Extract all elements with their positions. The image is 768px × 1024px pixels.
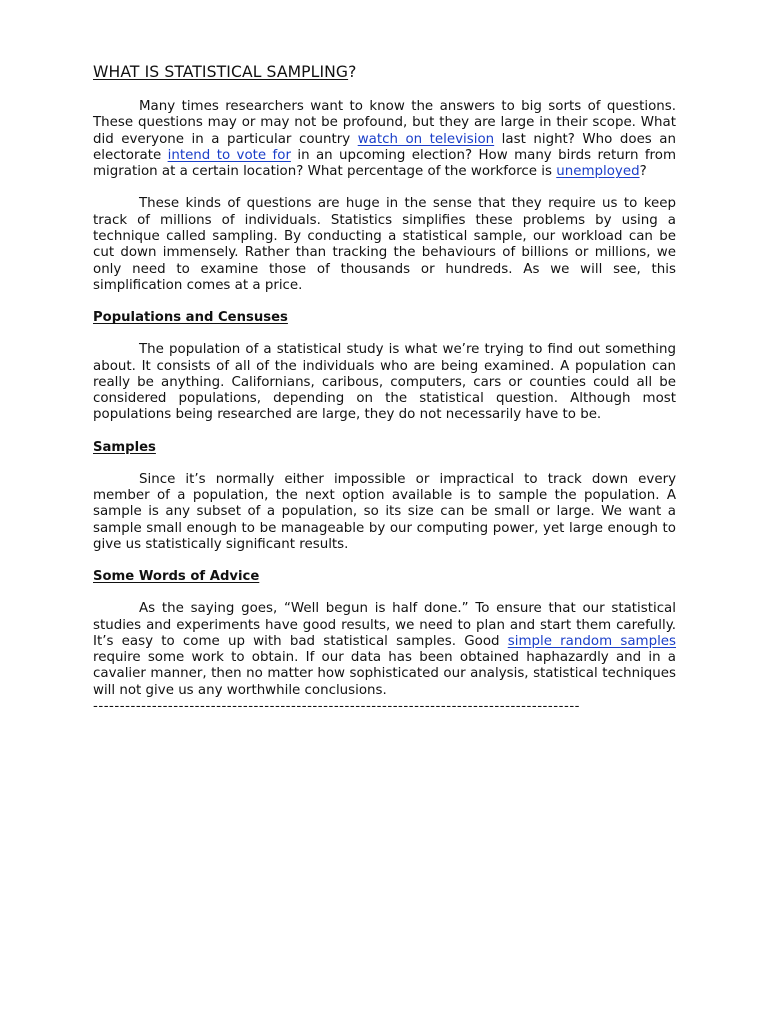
heading-populations-censuses: Populations and Censuses (93, 310, 288, 326)
advice-text-2: require some work to obtain. If our data has been obtained haphazardly and in a cavalier manner, then no matter how sophisticated our analysis, statistical techniques will not give us any worthwhile conclusions. (93, 650, 676, 698)
document-title-punct: ? (348, 63, 357, 81)
sampling-paragraph: These kinds of questions are huge in the sense that they require us to keep track of millions of individuals. Statistics simplifies these problems by using a technique called sampling. By conducting a statistical sample, our workload can be cut down immensely. Rather than tracking the behaviours of billions or millions, we only need to examine those of thousands or hundreds. As we will see, this simplification comes at a price. (93, 196, 676, 293)
heading-samples: Samples (93, 439, 156, 455)
advice-text-1: As the saying goes, “Well begun is half done.” To ensure that our statistical studies and experiments have good results, we need to plan and start them carefully. It’s easy to come up with bad statistical samples. Good (93, 601, 676, 649)
samples-paragraph: Since it’s normally either impossible or impractical to track down every member of a population, the next option available is to sample the population. A sample is any subset of a population, so its size can be small or large. We want a sample small enough to be manageable by our computing power, yet large enough to give us statistically significant results. (93, 471, 676, 552)
document-page (93, 62, 676, 715)
population-paragraph: The population of a statistical study is what we’re trying to find out something about. It consists of all of the individuals who are being examined. A population can really be anything. Californians, caribous, computers, cars or counties could all be considered populations, depending on the statistical question. Although most populations being researched are large, they do not necessarily have to be. (93, 342, 676, 423)
intro-text-2: last night? Who does an electorate (93, 131, 676, 163)
intro-text-1: Many times researchers want to know the answers to big sorts of questions. These questions may or may not be profound, but they are large in their scope. What did everyone in a particular country (93, 99, 676, 147)
document-title-text: WHAT IS STATISTICAL SAMPLING (93, 63, 349, 81)
intro-text-3: in an upcoming election? How many birds return from migration at a certain location? What percentage of the workforce is (93, 147, 676, 180)
link-intend-to-vote-for[interactable]: intend to vote for (167, 147, 291, 163)
link-simple-random-samples[interactable]: simple random samples (507, 633, 676, 649)
heading-words-of-advice: Some Words of Advice (93, 569, 260, 585)
link-watch-on-television[interactable]: watch on television (357, 131, 495, 147)
intro-paragraph (93, 99, 676, 180)
link-unemployed[interactable]: unemployed (556, 164, 640, 180)
advice-paragraph (93, 601, 676, 699)
intro-text-4: ? (639, 164, 647, 180)
document-title (93, 62, 676, 82)
dashed-separator: ------------------------------------------------------------------------------------------- (93, 699, 581, 715)
